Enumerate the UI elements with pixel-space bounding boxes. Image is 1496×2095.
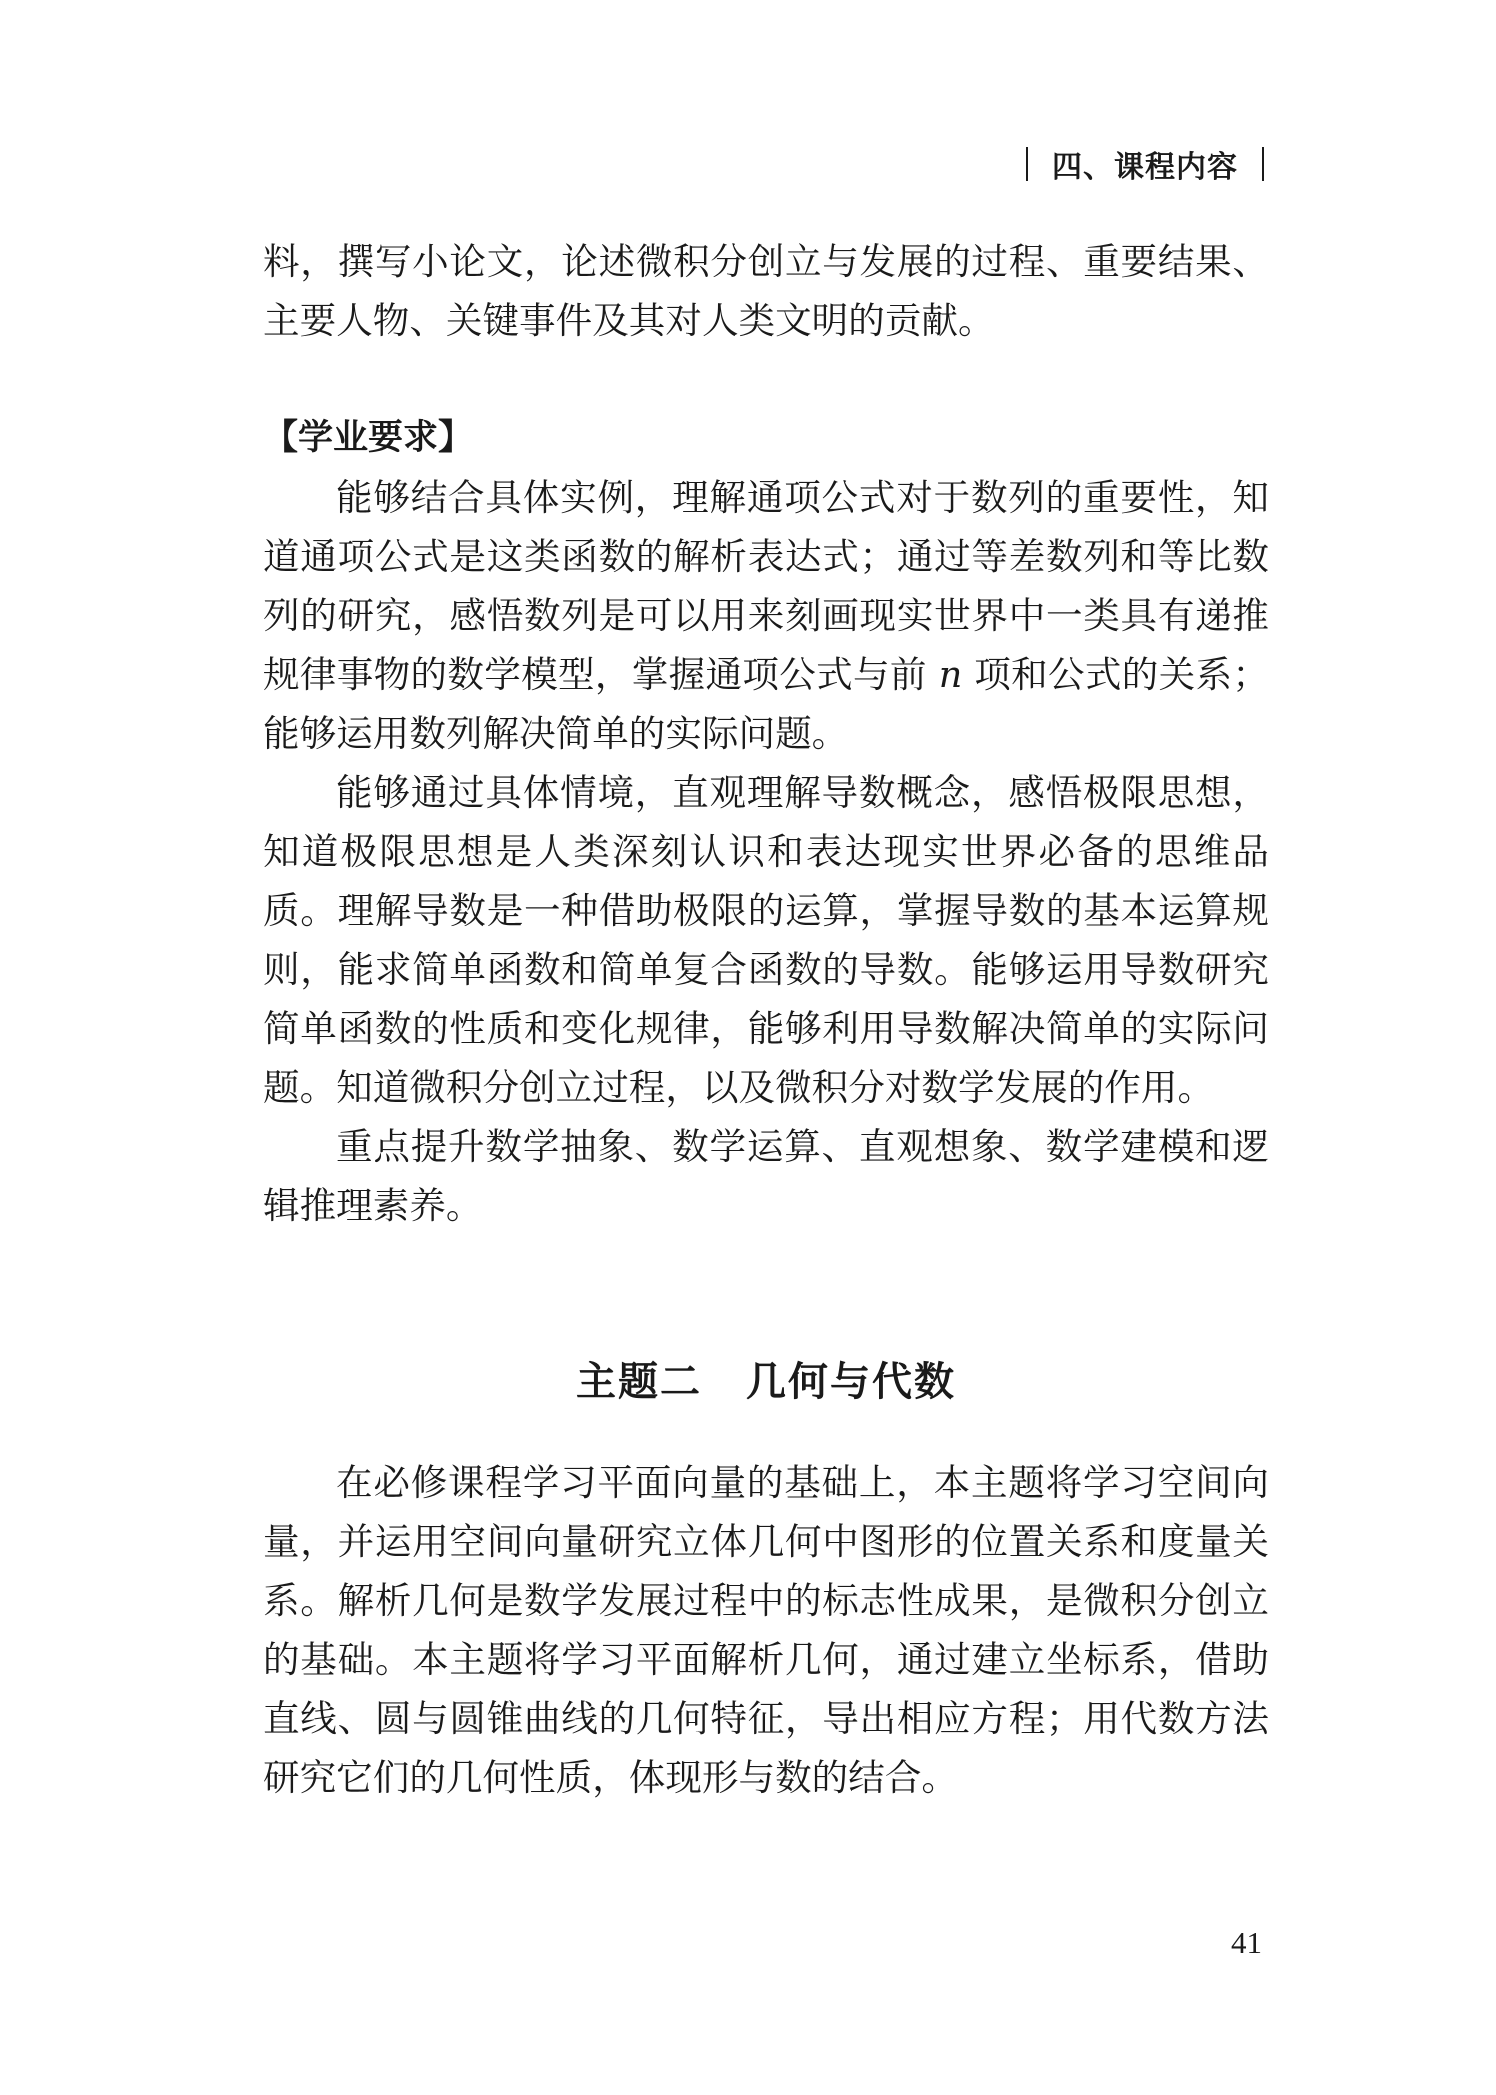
spacer: [263, 1412, 1269, 1453]
requirements-paragraph-3: 重点提升数学抽象、数学运算、直观想象、数学建模和逻辑推理素养。: [263, 1125, 1269, 1227]
theme-number: 主题二: [576, 1359, 702, 1405]
page-body: [263, 232, 1269, 1807]
running-header: [1026, 142, 1264, 186]
requirements-paragraph-2: 能够通过具体情境，直观理解导数概念，感悟极限思想，知道极限思想是人类深刻认识和表达现实世界必备的思维品质。理解导数是一种借助极限的运算，掌握导数的基本运算规则，能求简单函数和简单复合函数的导数。能够运用导数研究简单函数的性质和变化规律，能够利用导数解决简单的实际问题。知道微积分创立过程，以及微积分对数学发展的作用。: [263, 771, 1269, 1109]
running-title: 四、课程内容: [1052, 150, 1238, 185]
page-number: 41: [1231, 1925, 1262, 1960]
theme-heading: [263, 1353, 1269, 1412]
spacer: [263, 350, 1269, 409]
requirements-p1-text-b: 项和公式的关系；能够运用数列解决简单的实际问题。: [263, 653, 1269, 755]
variable-n: n: [938, 653, 963, 696]
requirements-paragraph-1: [263, 468, 1269, 763]
requirements-label: 【学业要求】: [263, 418, 474, 458]
theme-name: 几何与代数: [746, 1359, 956, 1405]
header-right-rule: [1262, 147, 1264, 181]
continued-paragraph: 料，撰写小论文，论述微积分创立与发展的过程、重要结果、主要人物、关键事件及其对人类文明的贡献。: [263, 240, 1269, 342]
requirements-p1-text-a: 能够结合具体实例，理解通项公式对于数列的重要性，知道通项公式是这类函数的解析表达式；通过等差数列和等比数列的研究，感悟数列是可以用来刻画现实世界中一类具有递推规律事物的数学模型，掌握通项公式与前: [263, 476, 1269, 696]
theme-intro-paragraph: 在必修课程学习平面向量的基础上，本主题将学习空间向量，并运用空间向量研究立体几何中图形的位置关系和度量关系。解析几何是数学发展过程中的标志性成果，是微积分创立的基础。本主题将学习平面解析几何，通过建立坐标系，借助直线、圆与圆锥曲线的几何特征，导出相应方程；用代数方法研究它们的几何性质，体现形与数的结合。: [263, 1461, 1269, 1799]
spacer: [263, 1235, 1269, 1353]
